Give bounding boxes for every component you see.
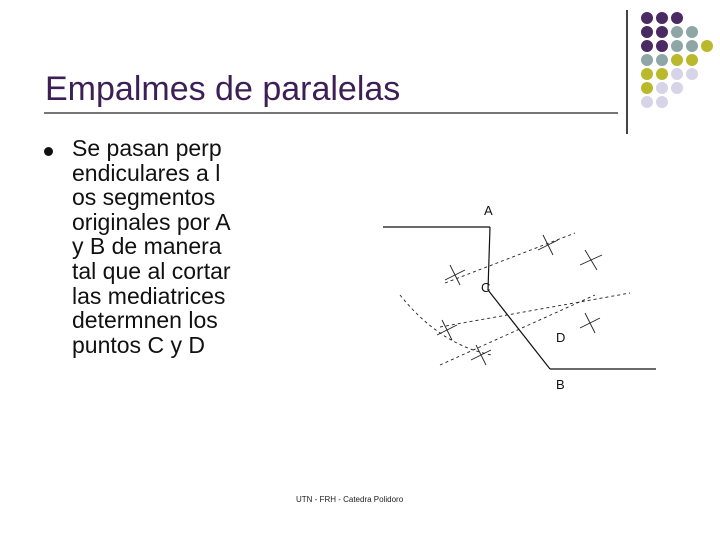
decorative-dot	[656, 68, 668, 80]
decorative-dot	[641, 68, 653, 80]
title-text: Empalmes de paralelas	[45, 70, 401, 108]
decorative-dot	[671, 82, 683, 94]
decorative-dot	[671, 68, 683, 80]
cross-mark	[471, 345, 491, 365]
cross-mark	[437, 320, 457, 340]
label-c: C	[481, 280, 491, 295]
decorative-dot	[656, 26, 668, 38]
decorative-dot	[671, 54, 683, 66]
decorative-dot	[641, 82, 653, 94]
decorative-dot	[671, 12, 683, 24]
decorative-dot	[671, 26, 683, 38]
mediatrix-lower	[440, 295, 595, 365]
cross-mark	[580, 313, 600, 333]
label-a: A	[484, 203, 493, 218]
decorative-dot	[641, 26, 653, 38]
decorative-dot-grid	[640, 10, 720, 120]
decorative-dot	[641, 12, 653, 24]
cross-mark	[538, 235, 558, 255]
decorative-dot	[641, 96, 653, 108]
decorative-dot	[641, 54, 653, 66]
connection-arc	[400, 295, 492, 355]
decorative-dot	[656, 40, 668, 52]
decorative-dot	[656, 82, 668, 94]
parallel-connection-diagram	[380, 195, 670, 405]
decorative-dot	[656, 12, 668, 24]
title-underline	[44, 112, 618, 114]
decorative-dot	[686, 26, 698, 38]
decorative-dot	[671, 40, 683, 52]
mediatrix-upper	[445, 233, 575, 283]
decorative-dot	[641, 40, 653, 52]
cross-mark	[580, 250, 602, 270]
decorative-dot	[686, 40, 698, 52]
cross-mark	[445, 265, 465, 285]
bullet-text: Se pasan perpendiculares a los segmentos originales por A y B de manera tal que al cortar las mediatrices determnen los puntos C y D	[72, 135, 231, 358]
decorative-dot	[656, 96, 668, 108]
bullet-icon	[44, 147, 53, 156]
decorative-dot	[656, 54, 668, 66]
footer-text: UTN - FRH - Catedra Polidoro	[296, 495, 404, 504]
decorative-dot	[686, 54, 698, 66]
decorative-dot	[701, 40, 713, 52]
corner-divider	[626, 10, 628, 134]
decorative-dot	[686, 68, 698, 80]
label-b: B	[556, 377, 565, 392]
label-d: D	[556, 330, 566, 345]
